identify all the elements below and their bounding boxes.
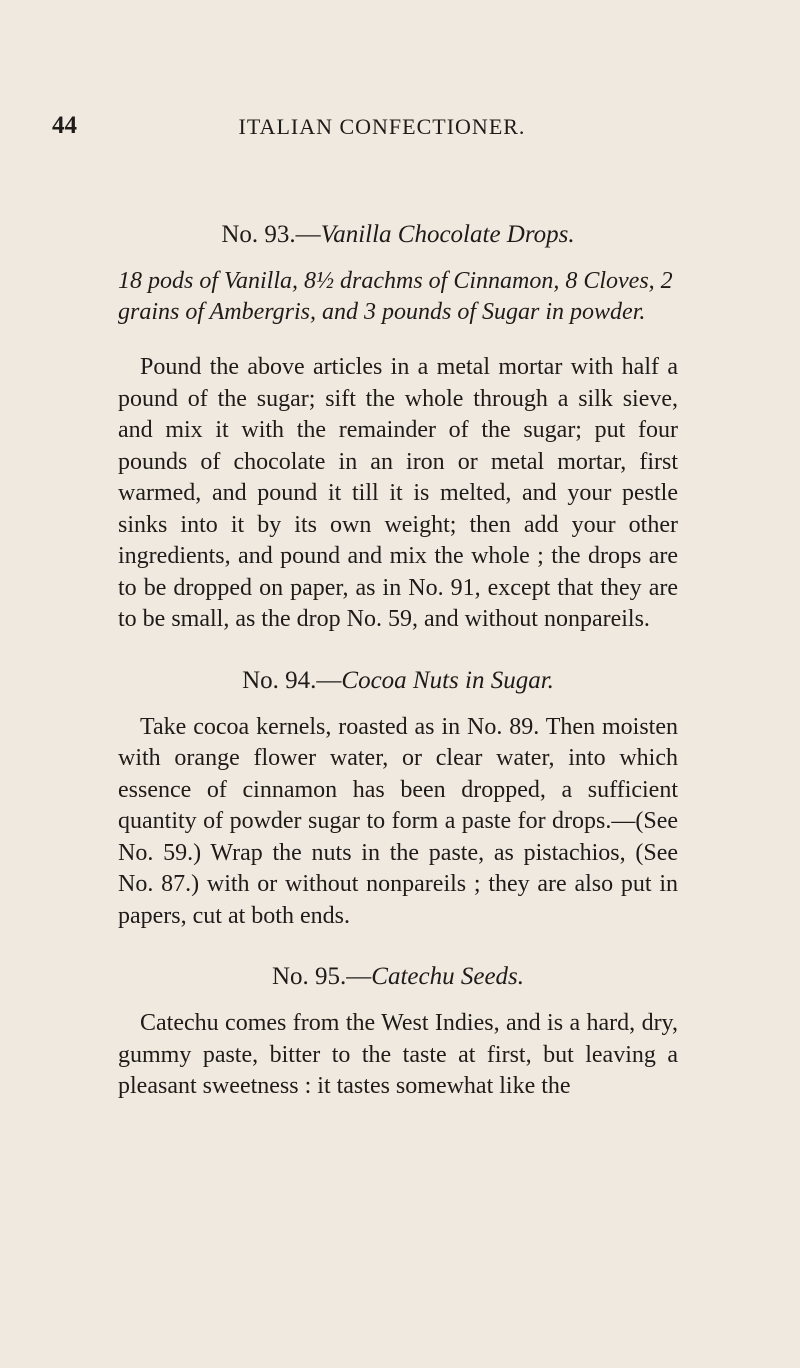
page-number: 44 xyxy=(52,112,77,139)
recipe-name: Catechu Seeds. xyxy=(371,963,525,990)
page-body xyxy=(118,218,678,1131)
recipe-number: No. 94.— xyxy=(242,666,342,694)
recipe-text-95: Catechu comes from the West Indies, and is a hard, dry, gummy paste, bitter to the taste at first, but leaving a pleasant sweetness : it tastes somewhat like the xyxy=(118,1010,678,1099)
recipe-number: No. 93.— xyxy=(221,221,321,248)
recipe-ingredients: 18 pods of Vanilla, 8½ drachms of Cinnamon, 8 Cloves, 2 grains of Ambergris, and 3 pounds of Sugar in powder. xyxy=(118,268,673,325)
recipe-title-95 xyxy=(118,960,678,994)
recipe-name: Cocoa Nuts in Sugar. xyxy=(341,666,554,694)
recipe-name: Vanilla Chocolate Drops. xyxy=(320,221,575,248)
recipe-title-94 xyxy=(118,664,678,698)
recipe-title-93 xyxy=(118,218,678,252)
running-head: ITALIAN CONFECTIONER. xyxy=(238,114,526,139)
recipe-number: No. 95.— xyxy=(271,963,372,990)
recipe-text-94: Take cocoa kernels, roasted as in No. 89. Then moisten with orange flower water, or clear water, into which essence of cinnamon has been dropped, a sufficient quantity of powder sugar to form a paste for drops.—(See No. 59.) Wrap the nuts in the paste, as pistachios, (See No. 87.) with or without nonpareils ; they are also put in papers, cut at both ends. xyxy=(118,713,678,929)
recipe-text-93: Pound the above articles in a metal mortar with half a pound of the sugar; sift the whole through a silk sieve, and mix it with the remainder of the sugar; put four pounds of chocolate in an iron or metal mortar, first warmed, and pound it till it is melted, and your pestle sinks into it by its own weight; then add your other ingredients, and pound and mix the whole ; the drops are to be dropped on paper, as in No. 91, except that they are to be small, as the drop No. 59, and without nonpareils. xyxy=(118,354,678,632)
page-header xyxy=(52,112,712,152)
